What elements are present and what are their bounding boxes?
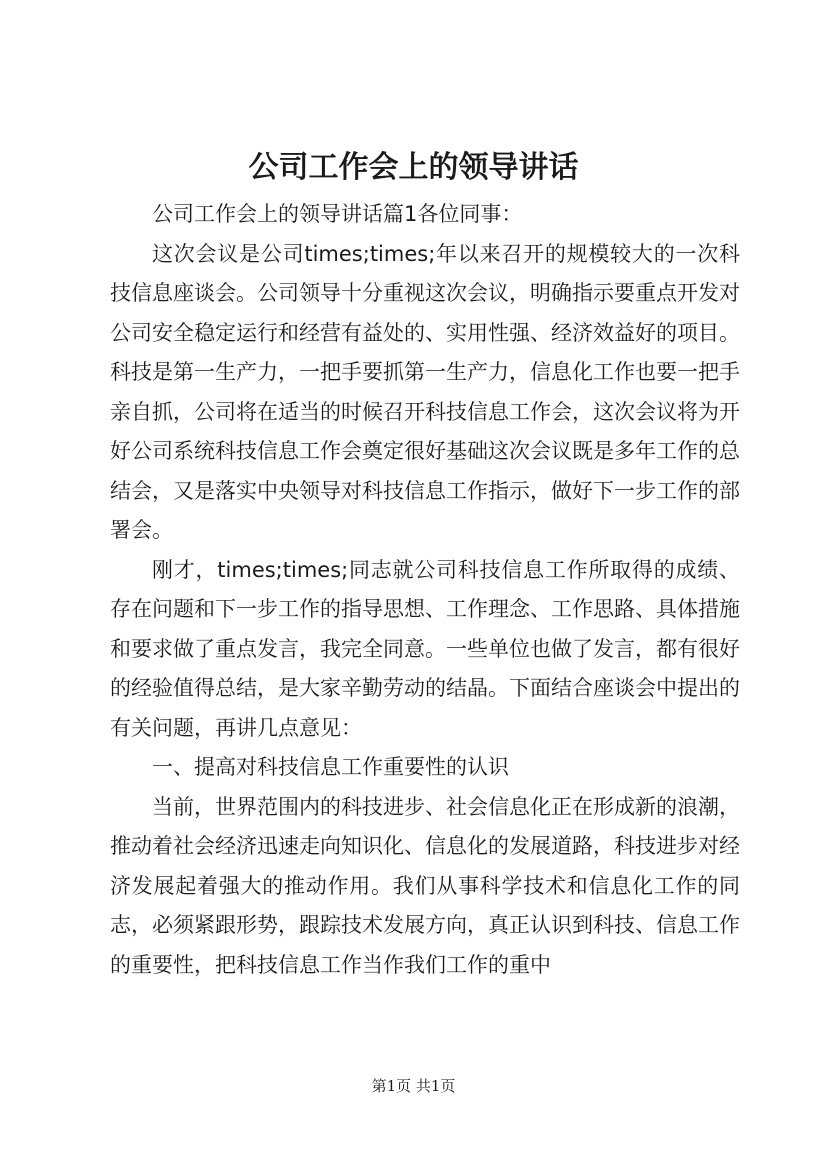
- document-title: 公司工作会上的领导讲话: [248, 150, 579, 185]
- paragraph-meeting-intro: 这次会议是公司times;times;年以来召开的规模较大的一次科技信息座谈会。公司领导十分重视这次会议，明确指示要重点开发对公司安全稳定运行和经营有益处的、实用性强、经济效益好的项目。科技是第一生产力，一把手要抓第一生产力，信息化工作也要一把手亲自抓，公司将在适当的时候召开科技信息工作会，这次会议将为开好公司系统科技信息工作会奠定很好基础这次会议既是多年工作的总结会，又是落实中央领导对科技信息工作指示，做好下一步工作的部署会。: [110, 241, 740, 542]
- paragraph-speech-response: 刚才，times;times;同志就公司科技信息工作所取得的成绩、存在问题和下一步工作的指导思想、工作理念、工作思路、具体措施和要求做了重点发言，我完全同意。一些单位也做了发言，都有很好的经验值得总结，是大家辛勤劳动的结晶。下面结合座谈会中提出的有关问题，再讲几点意见：: [110, 557, 740, 740]
- page-footer: 第1页 共1页: [371, 1077, 456, 1095]
- section-heading-1: 一、提高对科技信息工作重要性的认识: [152, 755, 509, 779]
- paragraph-section-1: 当前，世界范围内的科技进步、社会信息化正在形成新的浪潮，推动着社会经济迅速走向知识化、信息化的发展道路，科技进步对经济发展起着强大的推动作用。我们从事科学技术和信息化工作的同志，必须紧跟形势，跟踪技术发展方向，真正认识到科技、信息工作的重要性，把科技信息工作当作我们工作的重中: [110, 794, 740, 977]
- paragraph-salutation: 公司工作会上的领导讲话篇1各位同事：: [152, 202, 523, 226]
- document-body: [110, 195, 740, 985]
